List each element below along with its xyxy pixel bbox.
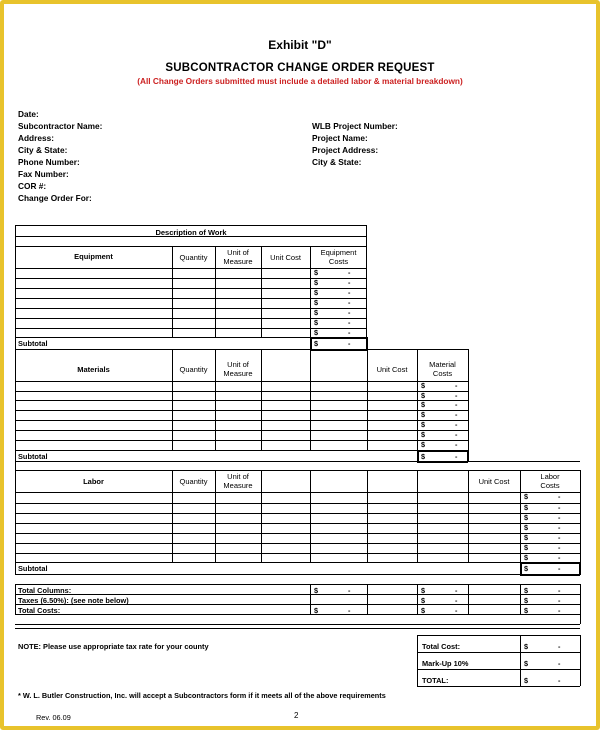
total-columns-materials-dash: - — [455, 586, 458, 595]
table-rule — [15, 440, 468, 441]
taxes-labor-dash: - — [558, 596, 561, 605]
total-columns-equipment-dash: - — [348, 586, 351, 595]
summary-total-dash: - — [558, 676, 561, 685]
summary-total-cost-label: Total Cost: — [422, 642, 461, 651]
table-rule — [417, 470, 418, 562]
equipment-unit-cost-header: Unit Cost — [270, 253, 301, 262]
page-title: SUBCONTRACTOR CHANGE ORDER REQUEST — [165, 62, 435, 74]
table-rule — [580, 584, 581, 624]
materials-quantity-header: Quantity — [179, 365, 208, 374]
summary-markup-label: Mark-Up 10% — [422, 659, 469, 668]
materials-costs-header: Material Costs — [429, 360, 456, 378]
field-address: Address: — [18, 133, 54, 143]
table-rule — [261, 349, 262, 450]
equipment-cost-7-dash: - — [348, 328, 351, 337]
labor-cost-5-dollar: $ — [524, 533, 529, 542]
material-cost-2-dash: - — [455, 391, 458, 400]
material-cost-1-dash: - — [455, 381, 458, 390]
table-rule — [15, 461, 580, 462]
taxes-labor-dollar: $ — [524, 596, 529, 605]
table-rule — [15, 513, 580, 514]
equipment-subtotal-label: Subtotal — [18, 339, 48, 348]
equipment-cost-4-dash: - — [348, 298, 351, 307]
table-rule — [15, 410, 468, 411]
table-rule — [366, 225, 367, 349]
field-project-address: Project Address: — [312, 145, 379, 155]
taxes-label: Taxes (6.50%): (see note below) — [18, 596, 129, 605]
summary-markup-dash: - — [558, 659, 561, 668]
page-subtitle: (All Change Orders submitted must include a detailed labor & material breakdown) — [137, 76, 463, 86]
equipment-uom-header: Unit of Measure — [223, 248, 253, 266]
total-costs-label: Total Costs: — [18, 606, 61, 615]
tax-note: NOTE: Please use appropriate tax rate for your county — [18, 642, 209, 651]
labor-subtotal-dash: - — [558, 564, 561, 573]
equipment-header: Equipment — [74, 252, 113, 261]
table-rule — [15, 246, 367, 247]
equipment-cost-4-dollar: $ — [314, 298, 319, 307]
equipment-cost-5-dash: - — [348, 308, 351, 317]
material-cost-3-dash: - — [455, 400, 458, 409]
labor-cost-1-dash: - — [558, 492, 561, 501]
material-cost-7-dollar: $ — [421, 440, 426, 449]
labor-header: Labor — [83, 477, 104, 486]
labor-subtotal-dollar: $ — [524, 564, 529, 573]
equipment-cost-3-dash: - — [348, 288, 351, 297]
table-rule — [15, 381, 468, 382]
taxes-materials-dollar: $ — [421, 596, 426, 605]
table-rule — [417, 635, 418, 686]
table-rule — [15, 503, 580, 504]
table-rule — [417, 584, 418, 614]
table-rule — [310, 337, 312, 349]
field-project-city-state: City & State: — [312, 157, 362, 167]
total-columns-labor-dollar: $ — [524, 586, 529, 595]
labor-costs-header: Labor Costs — [540, 472, 560, 490]
equipment-costs-header: Equipment Costs — [320, 248, 357, 266]
total-columns-equipment-dollar: $ — [314, 586, 319, 595]
equipment-cost-6-dollar: $ — [314, 318, 319, 327]
table-rule — [15, 624, 580, 625]
field-date: Date: — [18, 109, 39, 119]
table-rule — [417, 669, 580, 670]
labor-cost-2-dash: - — [558, 503, 561, 512]
equipment-quantity-header: Quantity — [179, 253, 208, 262]
equipment-cost-5-dollar: $ — [314, 308, 319, 317]
labor-cost-6-dollar: $ — [524, 543, 529, 552]
material-cost-4-dollar: $ — [421, 410, 426, 419]
table-rule — [417, 686, 580, 687]
labor-quantity-header: Quantity — [179, 477, 208, 486]
summary-total-dollar: $ — [524, 676, 529, 685]
table-rule — [15, 543, 580, 544]
labor-cost-3-dash: - — [558, 513, 561, 522]
labor-cost-3-dollar: $ — [524, 513, 529, 522]
labor-cost-5-dash: - — [558, 533, 561, 542]
description-of-work-header: Description of Work — [155, 228, 227, 237]
table-rule — [520, 584, 521, 614]
material-cost-6-dash: - — [455, 430, 458, 439]
labor-cost-1-dollar: $ — [524, 492, 529, 501]
material-cost-4-dash: - — [455, 410, 458, 419]
material-cost-2-dollar: $ — [421, 391, 426, 400]
table-rule — [520, 635, 521, 686]
labor-cost-6-dash: - — [558, 543, 561, 552]
equipment-cost-2-dash: - — [348, 278, 351, 287]
summary-total-cost-dash: - — [558, 642, 561, 651]
table-rule — [15, 614, 580, 615]
total-columns-label: Total Columns: — [18, 586, 72, 595]
materials-subtotal-label: Subtotal — [18, 452, 48, 461]
summary-total-label: TOTAL: — [422, 676, 449, 685]
footer-note: * W. L. Butler Construction, Inc. will accept a Subcontractors form if it meets all of the above requirements — [18, 691, 386, 700]
labor-subtotal-label: Subtotal — [18, 564, 48, 573]
equipment-cost-2-dollar: $ — [314, 278, 319, 287]
equipment-cost-1-dash: - — [348, 268, 351, 277]
labor-cost-7-dash: - — [558, 553, 561, 562]
table-rule — [417, 635, 580, 636]
table-rule — [15, 400, 468, 401]
labor-cost-4-dash: - — [558, 523, 561, 532]
table-rule — [580, 470, 581, 574]
total-costs-labor-dollar: $ — [524, 606, 529, 615]
equipment-cost-3-dollar: $ — [314, 288, 319, 297]
labor-unit-cost-header: Unit Cost — [478, 477, 510, 486]
table-rule — [468, 349, 469, 461]
summary-total-cost-dollar: $ — [524, 642, 529, 651]
total-columns-labor-dash: - — [558, 586, 561, 595]
table-rule — [417, 450, 419, 461]
field-phone-number: Phone Number: — [18, 157, 80, 167]
field-cor-number: COR #: — [18, 181, 47, 191]
table-rule — [15, 450, 468, 451]
table-rule — [15, 628, 580, 629]
field-fax-number: Fax Number: — [18, 169, 69, 179]
table-rule — [580, 635, 581, 686]
summary-markup-dollar: $ — [524, 659, 529, 668]
field-wlb-project-number: WLB Project Number: — [312, 121, 398, 131]
equipment-cost-7-dollar: $ — [314, 328, 319, 337]
table-rule — [310, 337, 367, 339]
table-rule — [310, 470, 311, 562]
total-columns-materials-dollar: $ — [421, 586, 426, 595]
table-rule — [15, 562, 580, 563]
total-costs-labor-dash: - — [558, 606, 561, 615]
taxes-materials-dash: - — [455, 596, 458, 605]
table-rule — [15, 574, 580, 575]
total-costs-equipment-dash: - — [348, 606, 351, 615]
equipment-subtotal-dollar: $ — [314, 339, 319, 348]
materials-subtotal-dash: - — [455, 452, 458, 461]
page-number: 2 — [294, 711, 299, 720]
material-cost-7-dash: - — [455, 440, 458, 449]
field-project-name: Project Name: — [312, 133, 368, 143]
table-rule — [15, 594, 580, 595]
labor-cost-7-dollar: $ — [524, 553, 529, 562]
table-rule — [15, 225, 16, 349]
labor-uom-header: Unit of Measure — [223, 472, 253, 490]
materials-uom-header: Unit of Measure — [223, 360, 253, 378]
table-rule — [15, 225, 367, 226]
material-cost-1-dollar: $ — [421, 381, 426, 390]
table-rule — [520, 562, 522, 574]
table-rule — [367, 584, 368, 614]
equipment-cost-1-dollar: $ — [314, 268, 319, 277]
table-rule — [15, 492, 580, 493]
field-subcontractor-name: Subcontractor Name: — [18, 121, 103, 131]
table-rule — [261, 470, 262, 562]
material-cost-6-dollar: $ — [421, 430, 426, 439]
materials-unit-cost-header: Unit Cost — [376, 365, 408, 374]
table-rule — [15, 523, 580, 524]
total-costs-equipment-dollar: $ — [314, 606, 319, 615]
table-rule — [15, 533, 580, 534]
table-rule — [579, 562, 581, 575]
table-rule — [15, 584, 580, 585]
table-rule — [367, 470, 368, 562]
table-rule — [520, 574, 580, 576]
equipment-cost-6-dash: - — [348, 318, 351, 327]
material-cost-5-dollar: $ — [421, 420, 426, 429]
table-rule — [15, 470, 580, 471]
table-rule — [15, 420, 468, 421]
table-rule — [468, 584, 469, 614]
table-rule — [310, 349, 311, 450]
field-change-order-for: Change Order For: — [18, 193, 92, 203]
total-costs-materials-dollar: $ — [421, 606, 426, 615]
total-costs-materials-dash: - — [455, 606, 458, 615]
revision-label: Rev. 06.09 — [36, 713, 71, 722]
table-rule — [15, 553, 580, 554]
table-rule — [15, 430, 468, 431]
labor-cost-2-dollar: $ — [524, 503, 529, 512]
materials-subtotal-dollar: $ — [421, 452, 426, 461]
material-cost-3-dollar: $ — [421, 400, 426, 409]
labor-cost-4-dollar: $ — [524, 523, 529, 532]
equipment-subtotal-dash: - — [348, 339, 351, 348]
table-rule — [310, 584, 311, 614]
table-rule — [15, 391, 468, 392]
materials-header: Materials — [77, 365, 110, 374]
material-cost-5-dash: - — [455, 420, 458, 429]
table-rule — [520, 562, 580, 564]
exhibit-label: Exhibit "D" — [268, 38, 332, 52]
table-rule — [417, 652, 580, 653]
table-rule — [15, 584, 16, 614]
table-rule — [15, 349, 468, 350]
field-city-state: City & State: — [18, 145, 68, 155]
